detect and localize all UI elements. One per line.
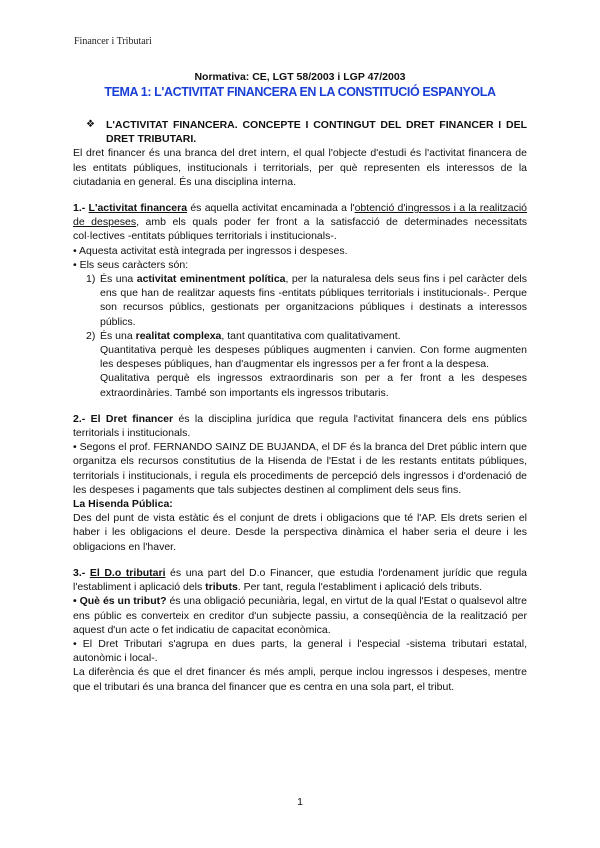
section-1-bullet-1: • Aquesta activitat està integrada per ingressos i despeses. [73, 244, 348, 257]
page-number: 1 [297, 796, 303, 808]
section-3-term: El D.o tributari [89, 566, 166, 579]
item-2-number: 2) [86, 329, 96, 342]
item-2-quantitative: Quantitativa perquè les despeses públiques augmenten i canvien. Con forme augmenten les despeses públiques, han d'augmentar els ingressos per a fer front a la despesa. [100, 344, 527, 371]
section-1-text-b: , amb els quals poder fer front a la satisfacció de determinades necessitats col·lectives -entitats públiques territorials i institucionals-. [73, 216, 527, 243]
tribut-answer: és una obligació pecuniària, legal, en virtut de la qual l'Estat o qualsevol altre ens públic es converteix en creditor d'un subjecte passiu, a conseqüència de la realització per aquest d'un acte o fet indicatiu de capacitat econòmica. [73, 595, 527, 636]
section-1-term: L'activitat financera [88, 202, 188, 215]
characteristic-item-2 [73, 329, 527, 400]
hisenda-subheading [73, 497, 527, 511]
section-2-text: és la disciplina jurídica que regula l'activitat financera dels ens públics territorials i institucionals. [73, 412, 527, 440]
section-2-number: 2.- [73, 412, 86, 425]
section-1-bullet-2: • Els seus caràcters són: [73, 258, 189, 271]
item-1-pre: És una [100, 273, 137, 286]
section-1-paragraph [73, 201, 527, 244]
item-1-number: 1) [86, 273, 96, 286]
section-3-text-a: és una part del D.o Financer, que estudia l'ordenament jurídic que regula l'establiment i aplicació dels [73, 566, 528, 594]
diamond-bullet-icon: ❖ [86, 119, 95, 130]
section-1-underlined: obtenció d'ingressos i a la realització de despeses [73, 202, 527, 229]
section-2-definition: • Segons el prof. FERNANDO SAINZ DE BUJANDA, el DF és la branca del Dret públic intern que organitza els recursos constitutius de la Hisenda de l'Estat i de les restants entitats públiques, territorials i institucionals, i regula els procediments de percepció dels ingressos i d'ordenació de les despeses i pagaments que tals subjectes destinen al compliment dels seus fins. [73, 441, 527, 496]
section-3-text-b: . Per tant, regula l'establiment i aplicació dels tributs. [237, 581, 483, 594]
item-2-bold: realitat complexa [135, 329, 222, 342]
item-1-text [100, 272, 527, 329]
section-3-bold-word: tributs [205, 581, 238, 594]
item-2-post: , tant quantitativa com qualitativament. [221, 329, 401, 342]
section-3-number: 3.- [73, 566, 86, 579]
tribut-question-paragraph [73, 594, 527, 637]
hisenda-paragraph: Des del punt de vista estàtic és el conjunt de drets i obligacions que té l'AP. Els drets serien el haber i les obligacions el deure. Desde la perspectiva dinàmica el haber seria el deure i les obligacions en l'haver. [73, 512, 527, 553]
difference-paragraph: La diferència és que el dret financer és més ampli, perque inclou ingressos i despeses, mentre que el tributari és una branca del financer que es centra en una sola part, el tribut. [73, 666, 527, 693]
chapter-title: TEMA 1: L'ACTIVITAT FINANCERA EN LA CONSTITUCIÓ ESPANYOLA [104, 85, 496, 99]
section-heading-text: L'ACTIVITAT FINANCERA. CONCEPTE I CONTINGUT DEL DRET FINANCER I DEL DRET TRIBUTARI. [106, 119, 527, 146]
section-1-text-a: és aquella activitat encaminada a l' [187, 202, 355, 215]
section-2-term: El Dret financer [90, 412, 174, 425]
hisenda-subheading-text: La Hisenda Pública: [73, 498, 173, 511]
intro-paragraph: El dret financer és una branca del dret intern, el qual l'objecte d'estudi és l'activitat financera de les entitats públiques, institucionals i territorials, per què representen els interessos de la ciutadania en general. És una disciplina interna. [73, 147, 527, 188]
item-2-text [100, 329, 527, 343]
item-2-qualitative: Qualitativa perquè els ingressos extraordinaris son per a fer front a les despeses extraordinàries. També son importants els ingressos tributaris. [100, 372, 527, 399]
normativa-line: Normativa: CE, LGT 58/2003 i LGP 47/2003 [194, 71, 406, 83]
item-2-pre: És una [100, 329, 136, 342]
section-heading [73, 118, 527, 146]
item-1-bold: activitat eminentment política [136, 273, 286, 286]
running-header: Financer i Tributari [74, 36, 152, 47]
dret-tributari-parts: • El Dret Tributari s'agrupa en dues parts, la general i l'especial -sistema tributari estatal, autonòmic i local-. [73, 637, 527, 665]
section-1-number: 1.- [73, 202, 86, 215]
tribut-question: • Què és un tribut? [73, 595, 167, 608]
characteristic-item-1 [73, 272, 527, 329]
section-3-paragraph [73, 566, 527, 594]
item-1-post: , per la naturalesa dels seus fins i pel caràcter dels ens que han de realitzar aquests fins -entitats públiques territorials i institucionals-. Perque son recursos públics, gestionats per organitzacions públiques i destinats a interessos públics. [100, 273, 527, 328]
document-body [73, 70, 527, 694]
section-2-paragraph [73, 412, 527, 440]
